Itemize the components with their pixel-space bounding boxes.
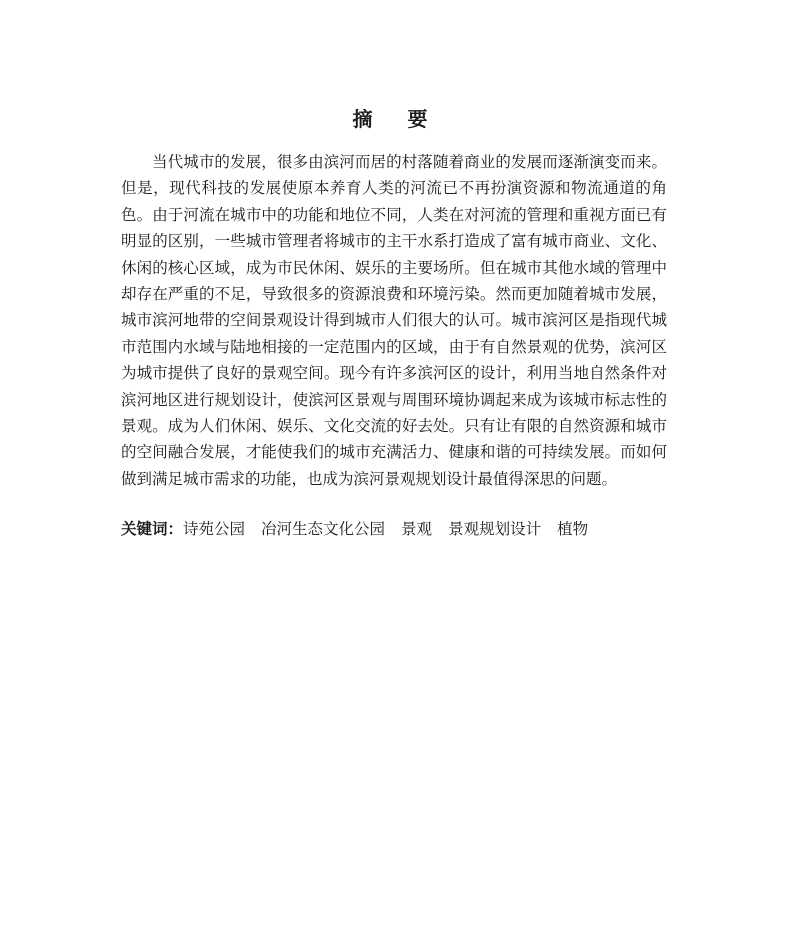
keyword-item: 景观 [401, 520, 433, 538]
keyword-item: 冶河生态文化公园 [261, 520, 386, 538]
keyword-item: 诗苑公园 [183, 520, 246, 538]
abstract-paragraph: 当代城市的发展，很多由滨河而居的村落随着商业的发展而逐渐演变而来。但是，现代科技的发展使原本养育人类的河流已不再扮演资源和物流通道的角色。由于河流在城市中的功能和地位不同，人类在对河流的管理和重视方面已有明显的区别，一些城市管理者将城市的主干水系打造成了富有城市商业、文化、休闲的核心区域，成为市民休闲、娱乐的主要场所。但在城市其他水域的管理中却存在严重的不足，导致很多的资源浪费和环境污染。然而更加随着城市发展，城市滨河地带的空间景观设计得到城市人们很大的认可。城市滨河区是指现代城市范围内水域与陆地相接的一定范围内的区域，由于有自然景观的优势，滨河区为城市提供了良好的景观空间。现今有许多滨河区的设计，利用当地自然条件对滨河地区进行规划设计，使滨河区景观与周围环境协调起来成为该城市标志性的景观。成为人们休闲、娱乐、文化交流的好去处。只有让有限的自然资源和城市的空间融合发展，才能使我们的城市充满活力、健康和谐的可持续发展。而如何做到满足城市需求的功能，也成为滨河景观规划设计最值得深思的问题。 [121, 153, 667, 488]
page-title: 摘 要 [352, 107, 442, 131]
keywords-line [121, 516, 681, 542]
keywords-label: 关键词： [121, 520, 184, 538]
keyword-item: 植物 [557, 520, 589, 538]
keyword-item: 景观规划设计 [448, 520, 542, 538]
